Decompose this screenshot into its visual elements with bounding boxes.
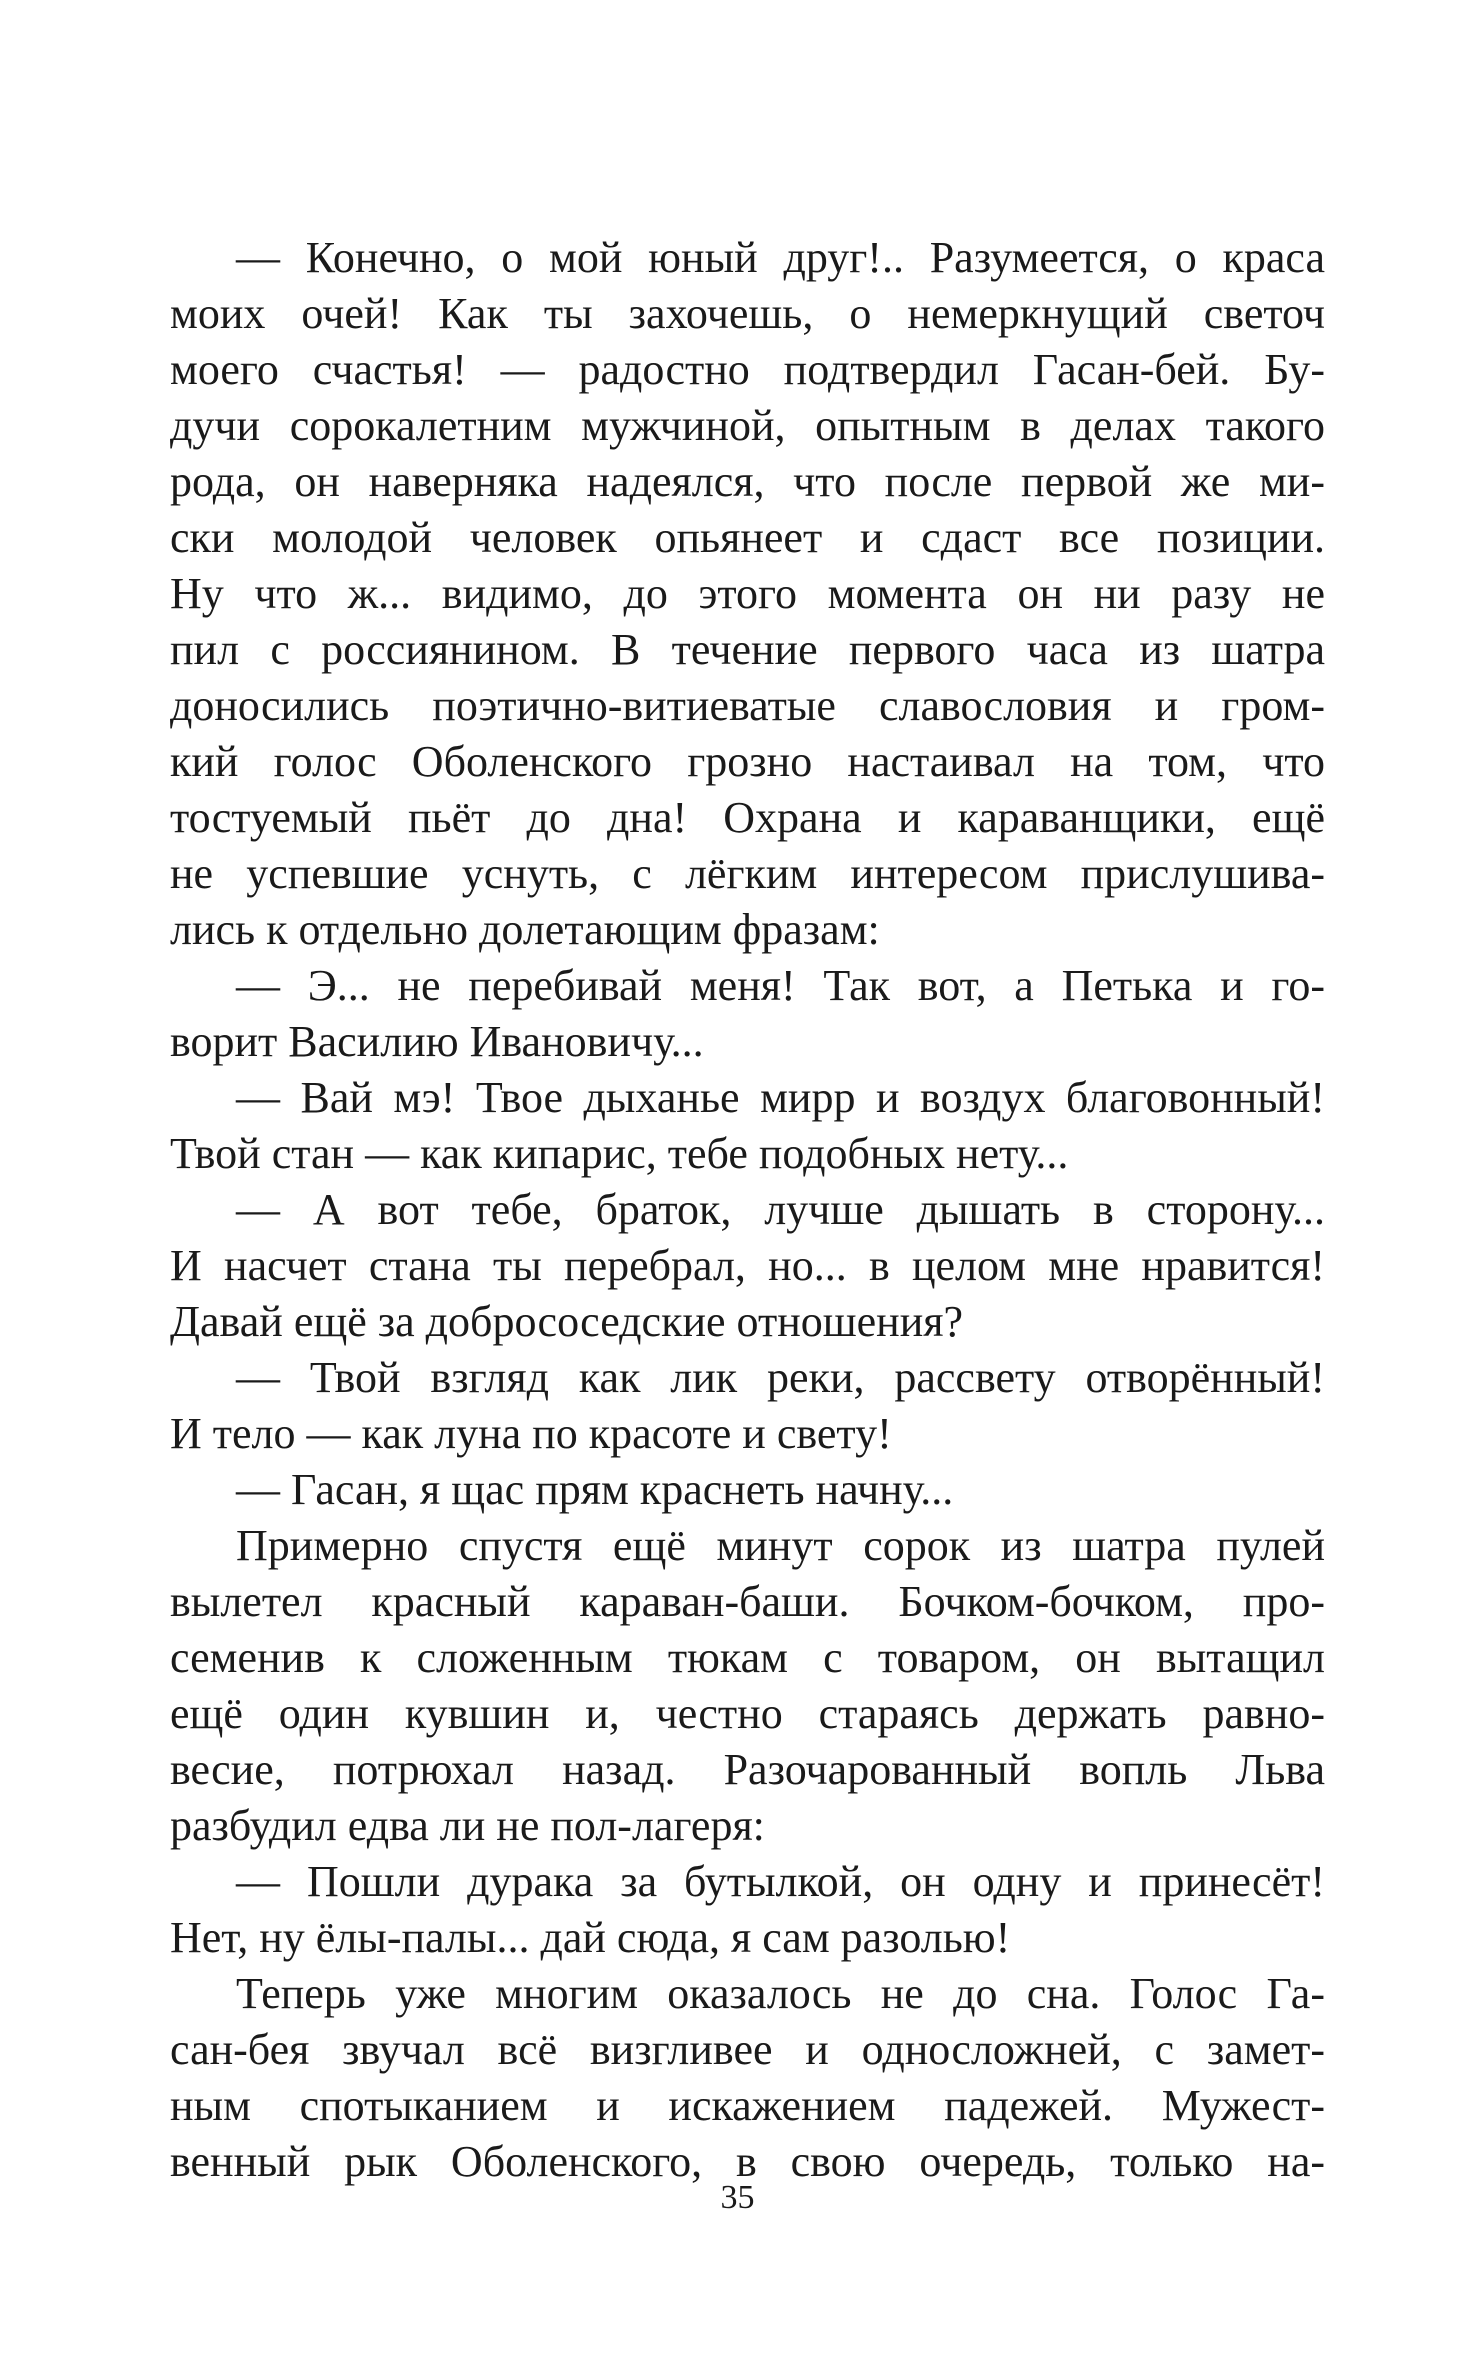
- text-line: тостуемый пьёт до дна! Охрана и караванщики, ещё: [170, 793, 1325, 842]
- text-line: семенив к сложенным тюкам с товаром, он вытащил: [170, 1633, 1325, 1682]
- text-line: сан-бея звучал всё визгливее и односложней, с замет-: [170, 2025, 1325, 2074]
- text-line: ворит Василию Ивановичу...: [170, 1017, 704, 1066]
- text-line: весие, потрюхал назад. Разочарованный вопль Льва: [170, 1745, 1325, 1794]
- text-line: дучи сорокалетним мужчиной, опытным в делах такого: [170, 401, 1325, 450]
- text-line: Теперь уже многим оказалось не до сна. Голос Га-: [236, 1969, 1325, 2018]
- text-line: не успевшие уснуть, с лёгким интересом прислушива-: [170, 849, 1325, 898]
- text-line: моего счастья! — радостно подтвердил Гасан-бей. Бу-: [170, 345, 1325, 394]
- text-line: лись к отдельно долетающим фразам:: [170, 905, 880, 954]
- text-line: доносились поэтично-витиеватые славословия и гром-: [170, 681, 1325, 730]
- text-line: рода, он наверняка надеялся, что после первой же ми-: [170, 457, 1325, 506]
- text-line: И тело — как луна по красоте и свету!: [170, 1409, 892, 1458]
- text-line: кий голос Оболенского грозно настаивал на том, что: [170, 737, 1325, 786]
- page-body-text: [170, 230, 1325, 2190]
- text-line: вылетел красный караван-баши. Бочком-бочком, про-: [170, 1577, 1325, 1626]
- text-line: Примерно спустя ещё минут сорок из шатра пулей: [236, 1521, 1325, 1570]
- text-line: пил с россиянином. В течение первого часа из шатра: [170, 625, 1325, 674]
- text-line: ски молодой человек опьянеет и сдаст все позиции.: [170, 513, 1325, 562]
- text-line: — А вот тебе, браток, лучше дышать в сторону...: [236, 1185, 1325, 1234]
- page-number: 35: [720, 2179, 755, 2216]
- text-line: — Пошли дурака за бутылкой, он одну и принесёт!: [236, 1857, 1325, 1906]
- text-line: разбудил едва ли не пол-лагеря:: [170, 1801, 765, 1850]
- text-line: ещё один кувшин и, честно стараясь держать равно-: [170, 1689, 1325, 1738]
- text-line: Давай ещё за добрососедские отношения?: [170, 1297, 964, 1346]
- text-line: венный рык Оболенского, в свою очередь, только на-: [170, 2137, 1325, 2186]
- text-line: — Твой взгляд как лик реки, рассвету отворённый!: [236, 1353, 1325, 1402]
- text-line: Нет, ну ёлы-палы... дай сюда, я сам разолью!: [170, 1913, 1011, 1962]
- text-line: — Конечно, о мой юный друг!.. Разумеется, о краса: [236, 233, 1325, 282]
- text-line: — Э... не перебивай меня! Так вот, а Петька и го-: [236, 961, 1325, 1010]
- text-line: ным спотыканием и искажением падежей. Мужест-: [170, 2081, 1325, 2130]
- text-line: Твой стан — как кипарис, тебе подобных нету...: [170, 1129, 1069, 1178]
- text-line: моих очей! Как ты захочешь, о немеркнущий светоч: [170, 289, 1325, 338]
- text-line: И насчет стана ты перебрал, но... в целом мне нравится!: [170, 1241, 1325, 1290]
- text-line: — Вай мэ! Твое дыханье мирр и воздух благовонный!: [236, 1073, 1325, 1122]
- text-line: — Гасан, я щас прям краснеть начну...: [236, 1465, 954, 1514]
- text-line: Ну что ж... видимо, до этого момента он ни разу не: [170, 569, 1325, 618]
